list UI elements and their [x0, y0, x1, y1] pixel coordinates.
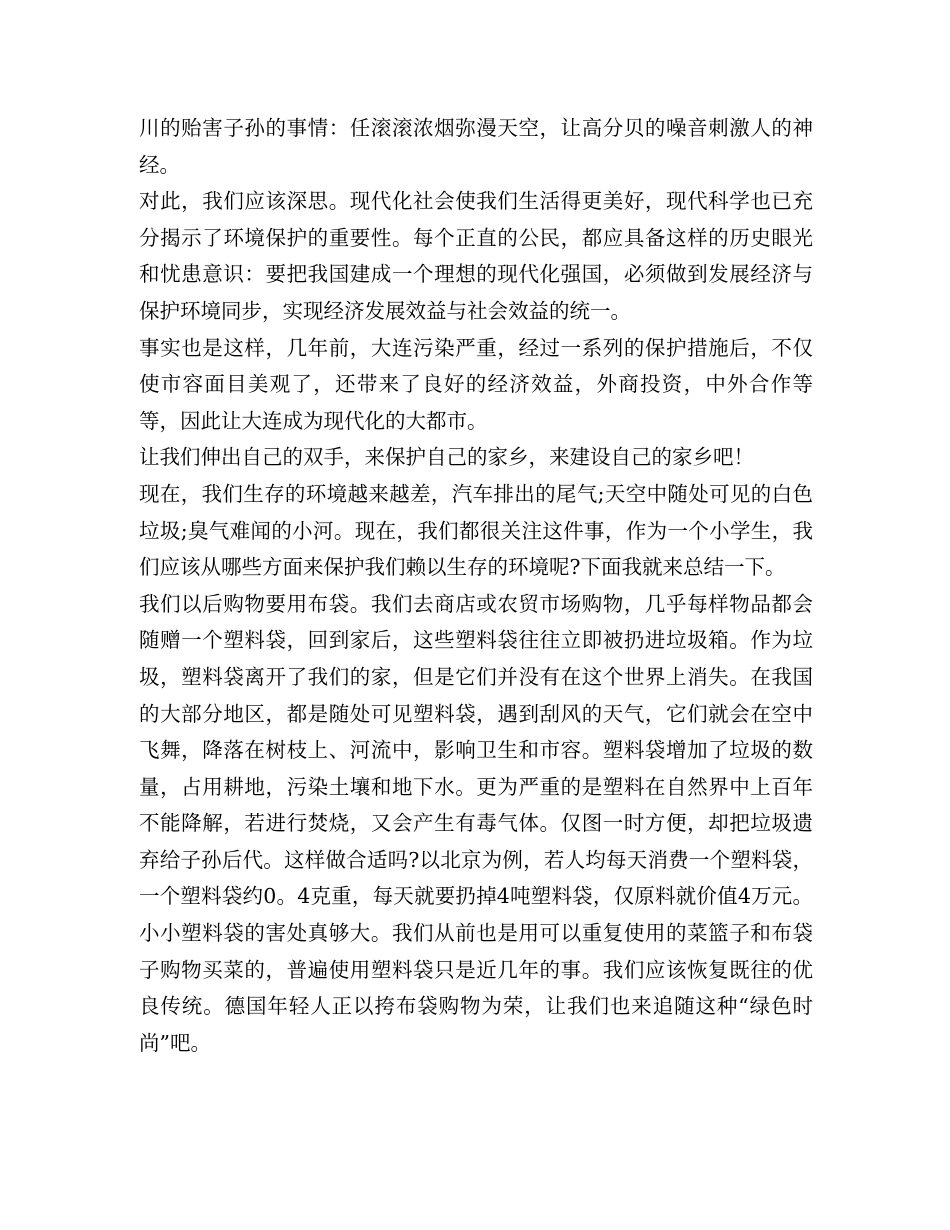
paragraph-5: 现在，我们生存的环境越来越差，汽车排出的尾气;天空中随处可见的白色垃圾;臭气难闻的小河。现在，我们都很关注这件事，作为一个小学生，我们应该从哪些方面来保护我们赖以生存的环境呢?下面我就来总结一下。: [139, 481, 813, 580]
paragraph-3: 事实也是这样，几年前，大连污染严重，经过一系列的保护措施后，不仅使市容面目美观了，还带来了良好的经济效益，外商投资，中外合作等等，因此让大连成为现代化的大都市。: [139, 335, 813, 433]
paragraph-4: 让我们伸出自己的双手，来保护自己的家乡，来建设自己的家乡吧！: [139, 445, 754, 470]
paragraph-6: 我们以后购物要用布袋。我们去商店或农贸市场购物，几乎每样物品都会随赠一个塑料袋，回到家后，这些塑料袋往往立即被扔进垃圾箱。作为垃圾，塑料袋离开了我们的家，但是它们并没有在这个世界上消失。在我国的大部分地区，都是随处可见塑料袋，遇到刮风的天气，它们就会在空中飞舞，降落在树枝上、河流中，影响卫生和市容。塑料袋增加了垃圾的数量，占用耕地，污染土壤和地下水。更为严重的是塑料在自然界中上百年不能降解，若进行焚烧，又会产生有毒气体。仅图一时方便，却把垃圾遗弃给子孙后代。这样做合适吗?以北京为例，若人均每天消费一个塑料袋，一个塑料袋约0。4克重，每天就要扔掉4吨塑料袋，仅原料就价值4万元。小小塑料袋的害处真够大。我们从前也是用可以重复使用的菜篮子和布袋子购物买菜的，普遍使用塑料袋只是近几年的事。我们应该恢复既往的优良传统。德国年轻人正以挎布袋购物为荣，让我们也来追随这种“绿色时尚”吧。: [139, 591, 813, 1055]
paragraph-1: 川的贻害子孙的事情：任滚滚浓烟弥漫天空，让高分贝的噪音刺激人的神经。: [139, 116, 813, 177]
paragraph-2: 对此，我们应该深思。现代化社会使我们生活得更美好，现代科学也已充分揭示了环境保护的重要性。每个正直的公民，都应具备这样的历史眼光和忧患意识：要把我国建成一个理想的现代化强国，必须做到发展经济与保护环境同步，实现经济发展效益与社会效益的统一。: [139, 189, 813, 323]
document-body: [139, 110, 813, 1061]
